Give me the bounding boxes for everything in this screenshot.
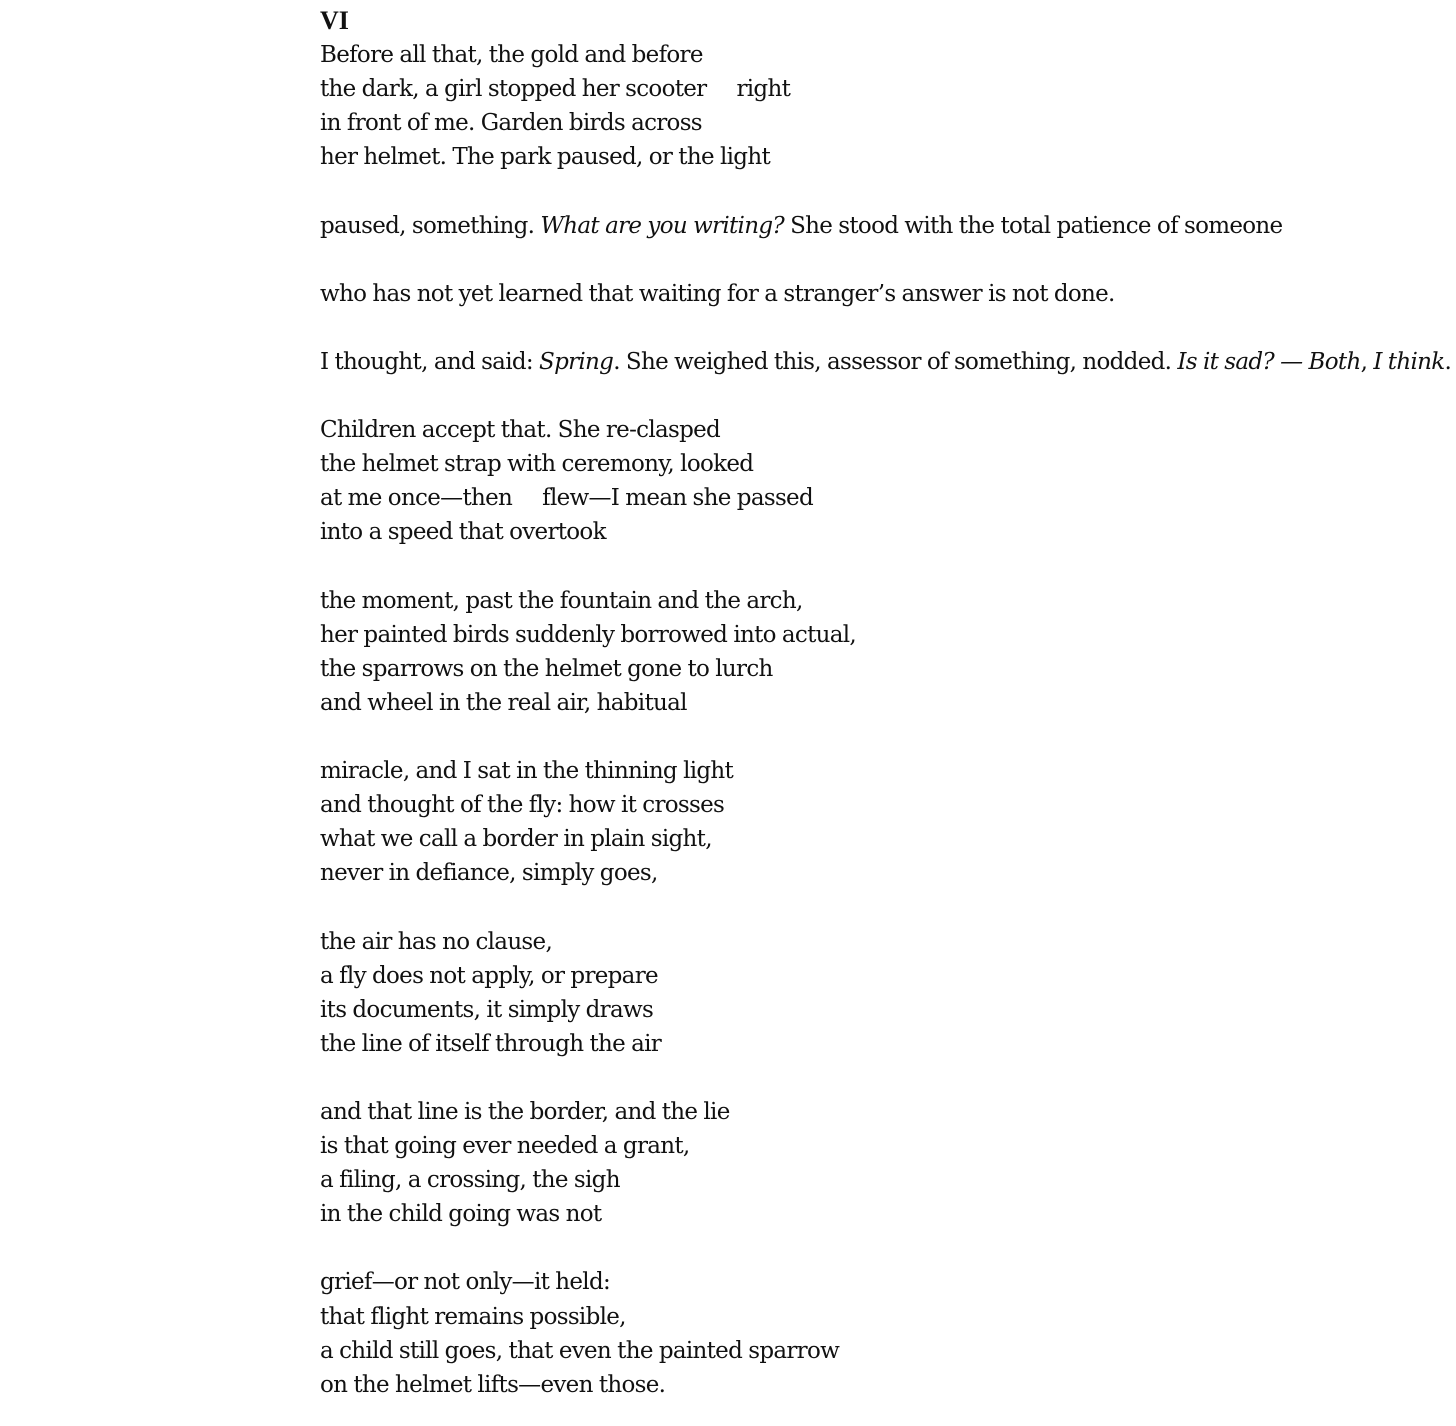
poem-line: miracle, and I sat in the thinning light xyxy=(320,758,734,785)
poem-line-part: . She weighed this, assessor of something, nodded. xyxy=(613,348,1178,375)
poem-line xyxy=(320,345,1452,379)
poem-line-part: right xyxy=(736,76,791,103)
poem-italic-text: I think xyxy=(1373,348,1445,375)
poem-line-part: , xyxy=(1360,348,1374,375)
poem-line: and that line is the border, and the lie xyxy=(320,1099,730,1125)
poem-line xyxy=(320,209,1440,243)
stanza-9 xyxy=(320,1095,1440,1231)
poem-line: a filing, a crossing, the sigh xyxy=(320,1167,620,1194)
stanza-8 xyxy=(320,925,1440,1061)
poem-line: what we call a border in plain sight, xyxy=(320,826,712,853)
poem-line-part: She stood with the total patience of someone xyxy=(783,212,1283,239)
poem-line: is that going ever needed a grant, xyxy=(320,1133,690,1160)
poem-line: its documents, it simply draws xyxy=(320,996,654,1023)
stanza-6 xyxy=(320,584,1440,720)
poem-line: into a speed that overtook xyxy=(320,519,606,546)
poem-line: a child still goes, that even the painted sparrow xyxy=(320,1337,840,1364)
poem-line xyxy=(320,72,1440,106)
poem-line-part: I thought, and said: xyxy=(320,348,540,375)
poem-line: the sparrows on the helmet gone to lurch xyxy=(320,655,773,682)
stanza-3 xyxy=(320,277,1440,311)
poem-line: the air has no clause, xyxy=(320,928,553,955)
poem-line xyxy=(320,481,1440,515)
poem-line: the helmet strap with ceremony, looked xyxy=(320,451,754,478)
poem-line: that flight remains possible, xyxy=(320,1303,626,1330)
poem-line: Before all that, the gold and before xyxy=(320,42,703,69)
poem-line: and thought of the fly: how it crosses xyxy=(320,792,725,819)
poem-line: and wheel in the real air, habitual xyxy=(320,689,687,716)
poem-line: in the child going was not xyxy=(320,1201,602,1228)
poem-line: grief—or not only—it held: xyxy=(320,1269,611,1296)
poem-page xyxy=(320,4,1452,1402)
poem-line: the moment, past the fountain and the arch, xyxy=(320,587,803,614)
stanza-4 xyxy=(320,345,1452,379)
stanza-5 xyxy=(320,413,1440,549)
poem-line: her painted birds suddenly borrowed into actual, xyxy=(320,621,857,648)
poem-line: the line of itself through the air xyxy=(320,1030,662,1057)
poem-line-part: flew—I mean she passed xyxy=(542,485,813,512)
section-title: VI xyxy=(320,6,349,35)
poem-line-part: . xyxy=(1444,348,1452,375)
poem-italic-text: What are you writing? xyxy=(540,212,784,239)
poem-line: never in defiance, simply goes, xyxy=(320,860,658,887)
stanza-7 xyxy=(320,754,1440,890)
poem-italic-text: Spring xyxy=(539,348,614,375)
poem-line: on the helmet lifts—even those. xyxy=(320,1371,666,1398)
poem-line: Children accept that. She re-clasped xyxy=(320,417,721,444)
poem-line: who has not yet learned that waiting for a stranger’s answer is not done. xyxy=(320,280,1115,307)
poem-line: in front of me. Garden birds across xyxy=(320,110,702,137)
poem-line: a fly does not apply, or prepare xyxy=(320,962,658,989)
stanza-10 xyxy=(320,1265,1440,1401)
poem-line-part: paused, something. xyxy=(320,212,541,239)
poem-italic-text: Is it sad? — Both xyxy=(1177,348,1361,375)
poem-line-part: at me once—then xyxy=(320,485,513,512)
poem-line-part: the dark, a girl stopped her scooter xyxy=(320,76,707,103)
poem-line: her helmet. The park paused, or the light xyxy=(320,144,770,171)
stanza-2 xyxy=(320,209,1440,243)
stanza-1 xyxy=(320,38,1440,174)
